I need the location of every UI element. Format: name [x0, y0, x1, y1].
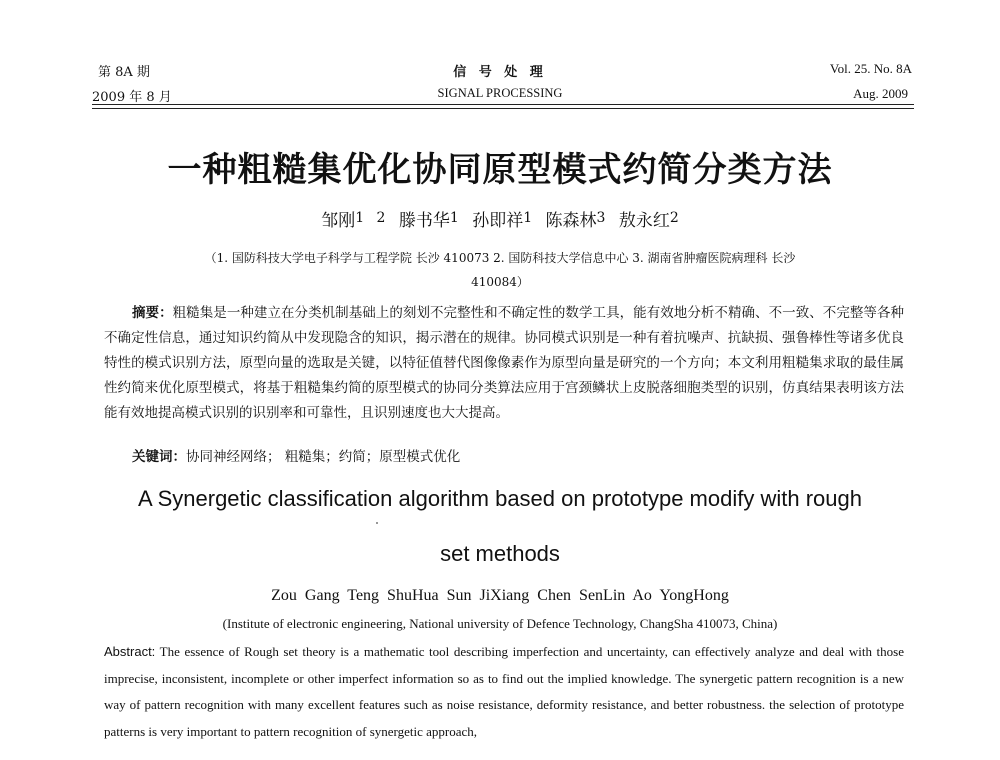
issue-number: 第 8A 期 [98, 65, 150, 80]
keywords-cn-text: 协同神经网络； 粗糙集；约简；原型模式优化 [186, 449, 461, 465]
author-affil-mark: 1 [523, 210, 533, 226]
paper-title-cn: 一种粗糙集优化协同原型模式约简分类方法 [167, 150, 833, 190]
abstract-en-text: The essence of Rough set theory is a mathematic tool describing imperfection and uncertainty, can effectively analyze and deal with those imprecise, inconsistent, incomplete or other imperfect information so as to find out the implied knowledge. The synergetic pattern recognition is a new way of pattern recognition with many excellent features such as noise resistance, deformity resistance, and better robustness. the selection of prototype patterns is very important to pattern recognition of synergetic approach, [104, 644, 904, 739]
abstract-cn-label: 摘要： [132, 305, 173, 321]
author-affil-mark: 3 [596, 210, 606, 226]
author-name: 邹刚 [321, 211, 356, 231]
author-name: 敖永红 [618, 211, 670, 231]
keywords-cn [132, 445, 460, 465]
paper-title-en-line2: set methods [440, 541, 560, 566]
author-affil-mark: 1 [449, 210, 459, 226]
scan-speck [376, 522, 378, 524]
author-name: 陈森林 [545, 211, 597, 231]
journal-name-en: SIGNAL PROCESSING [437, 86, 563, 100]
header-rule-bottom [92, 108, 914, 109]
abstract-cn [104, 301, 904, 426]
author-affil-mark: 2 [669, 210, 679, 226]
header-rule-top [92, 104, 914, 105]
volume-number: Vol. 25. No. 8A [829, 61, 912, 76]
publication-date-en: Aug. 2009 [853, 86, 908, 101]
abstract-en-label: Abstract: [104, 644, 156, 659]
author-name: 孙即祥 [472, 211, 524, 231]
paper-title-en-line1: A Synergetic classification algorithm based on prototype modify with rough [138, 486, 862, 511]
author-list-cn [0, 206, 1000, 231]
affiliation-cn-line1: （1. 国防科技大学电子科学与工程学院 长沙 410073 2. 国防科技大学信息中心 3. 湖南省肿瘤医院病理科 长沙 [204, 251, 796, 265]
author-name: 滕书华 [398, 211, 450, 231]
keywords-cn-label: 关键词： [132, 449, 186, 465]
abstract-cn-text: 粗糙集是一种建立在分类机制基础上的刻划不完整性和不确定性的数学工具，能有效地分析不精确、不一致、不完整等各种不确定性信息，通过知识约简从中发现隐含的知识，揭示潜在的规律。协同模式识别是一种有着抗噪声、抗缺损、强鲁棒性等诸多优良特性的模式识别方法，原型向量的选取是关键，以特征值替代图像像素作为原型向量是研究的一个方向；本文利用粗糙集求取的最佳属性约简来优化原型模式，将基于粗糙集约简的原型模式的协同分类算法应用于宫颈鳞状上皮脱落细胞类型的识别，仿真结果表明该方法能有效地提高模式识别的识别率和可靠性，且识别速度也大大提高。 [104, 305, 905, 421]
affiliation-cn-line2: 410084） [471, 275, 529, 289]
issue-date: 2009 年 8 月 [92, 90, 172, 105]
journal-name-cn: 信 号 处 理 [453, 65, 547, 80]
author-list-en: Zou Gang Teng ShuHua Sun JiXiang Chen SenLin Ao YongHong [271, 587, 729, 604]
abstract-en [104, 639, 904, 745]
affiliation-en: (Institute of electronic engineering, National university of Defence Technology, ChangSha 410073, China) [222, 616, 778, 631]
author-affil-mark: 1 2 [355, 210, 386, 226]
